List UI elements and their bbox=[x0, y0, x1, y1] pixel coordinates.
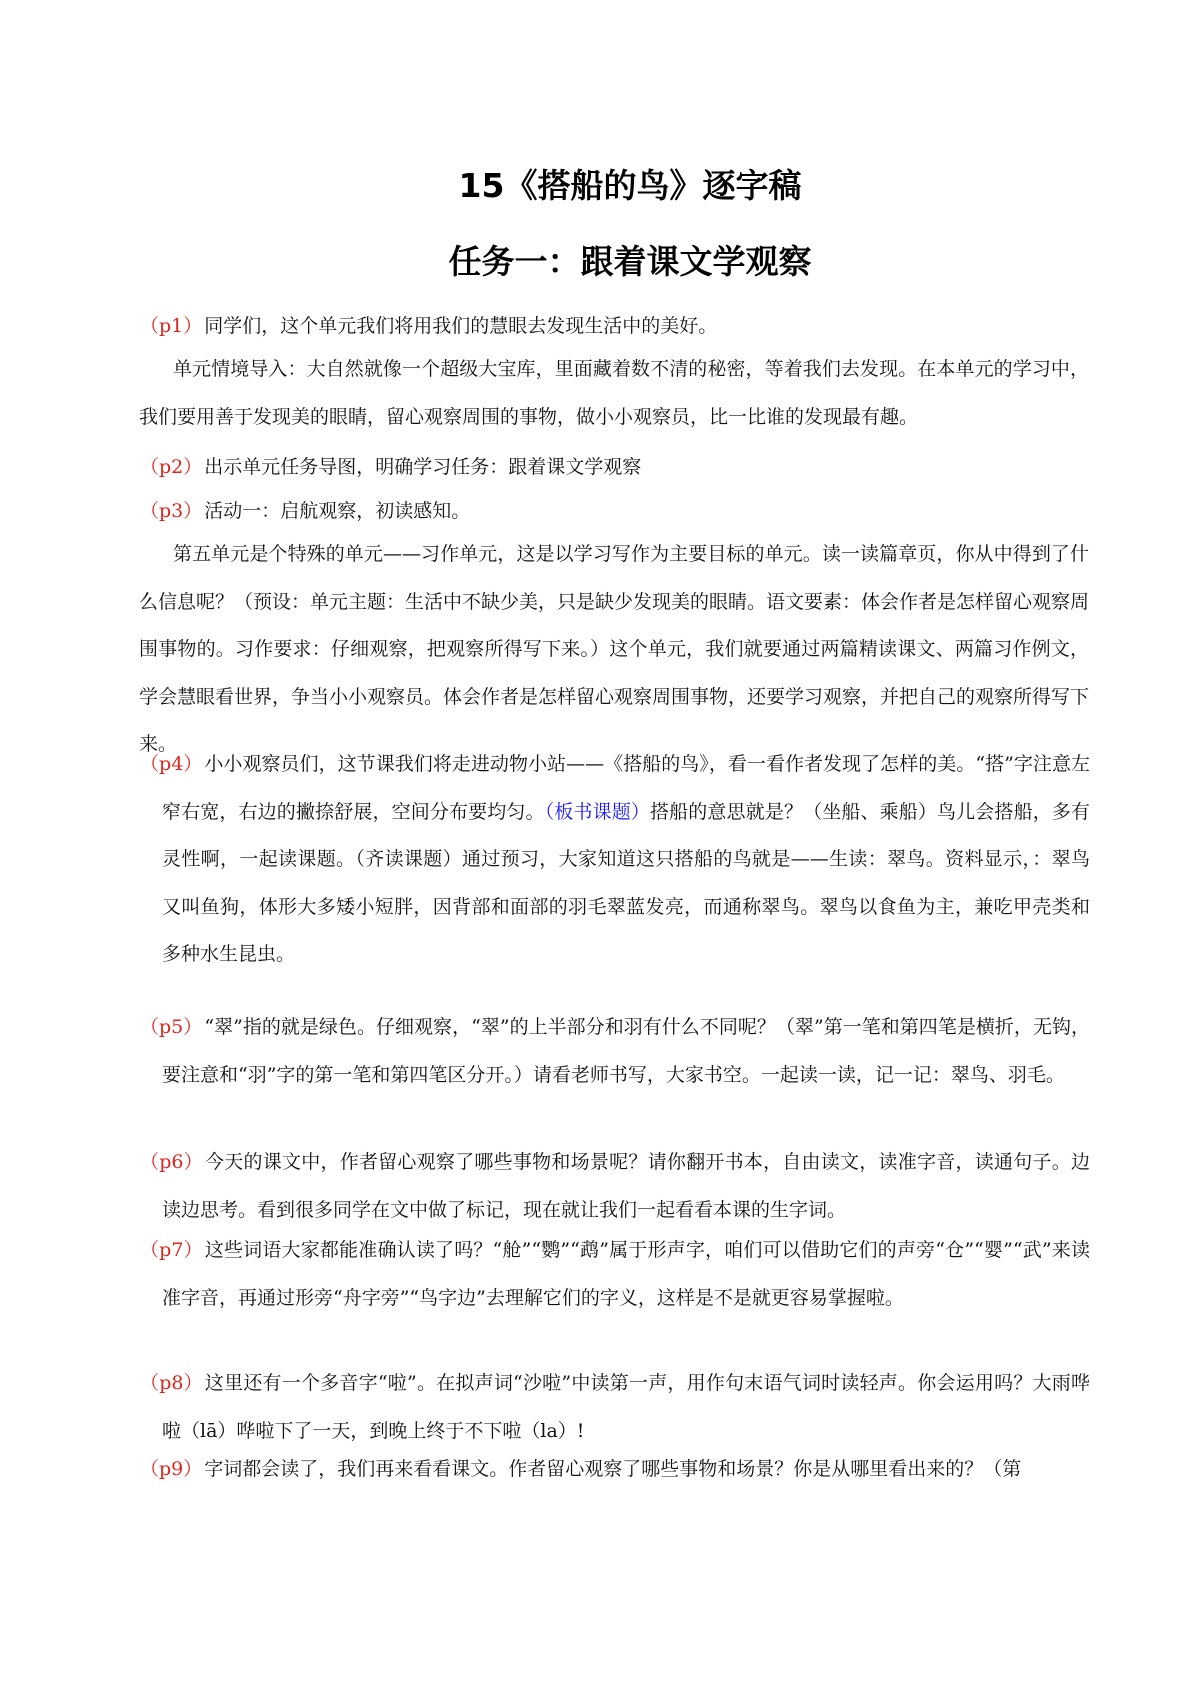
paragraph-text: 活动一：启航观察，初读感知。 bbox=[204, 500, 471, 522]
paragraph-p1 bbox=[140, 303, 1090, 351]
page-tag-p8: （p8） bbox=[140, 1372, 203, 1394]
paragraph-p3 bbox=[140, 488, 1090, 536]
paragraph-p8 bbox=[140, 1360, 1090, 1455]
paragraph-p4 bbox=[140, 741, 1090, 979]
paragraph-text: 第五单元是个特殊的单元——习作单元，这是以学习写作为主要目标的单元。读一读篇章页，你从中得到了什么信息呢？（预设：单元主题：生活中不缺少美，只是缺少发现美的眼睛。语文要素：体会作者是怎样留心观察周围事物的。习作要求：仔细观察，把观察所得写下来。）这个单元，我们就要通过两篇精读课文、两篇习作例文，学会慧眼看世界，争当小小观察员。体会作者是怎样留心观察周围事物，还要学习观察，并把自己的观察所得写下来。 bbox=[139, 543, 1090, 755]
paragraph-text: 小小观察员们，这节课我们将走进动物小站——《搭船的鸟》，看一看作者发现了怎样的美。“搭”字注意左窄右宽，右边的撇捺舒展，空间分布要均匀。 bbox=[162, 753, 1090, 823]
page-tag-p4: （p4） bbox=[140, 753, 203, 775]
paragraph-unit5 bbox=[139, 531, 1089, 769]
paragraph-text: 搭船的意思就是？（坐船、乘船）鸟儿会搭船，多有灵性啊，一起读课题。（齐读课题）通过预习，大家知道这只搭船的鸟就是——生读：翠鸟。资料显示，：翠鸟又叫鱼狗，体形大多矮小短胖，因背部和面部的羽毛翠蓝发亮，而通称翠鸟。翠鸟以食鱼为主，兼吃甲壳类和多种水生昆虫。 bbox=[162, 800, 1090, 965]
page-tag-p7: （p7） bbox=[140, 1239, 203, 1261]
paragraph-unit-intro bbox=[139, 346, 1089, 441]
page-tag-p1: （p1） bbox=[140, 315, 203, 337]
paragraph-p9 bbox=[140, 1446, 1090, 1494]
paragraph-p5 bbox=[140, 1004, 1090, 1099]
paragraph-text: “翠”指的就是绿色。仔细观察，“翠”的上半部分和羽有什么不同呢？（翠”第一笔和第四笔是横折，无钩，要注意和“羽”字的第一笔和第四笔区分开。）请看老师书写，大家书空。一起读一读，记一记：翠鸟、羽毛。 bbox=[162, 1016, 1090, 1086]
page-tag-p9: （p9） bbox=[140, 1458, 203, 1480]
task-heading: 任务一：跟着课文学观察 bbox=[448, 242, 812, 281]
document-title: 15《搭船的鸟》逐字稿 bbox=[458, 166, 802, 205]
page-tag-p2: （p2） bbox=[140, 456, 203, 478]
paragraph-text: 今天的课文中，作者留心观察了哪些事物和场景呢？请你翻开书本，自由读文，读准字音，读通句子。边读边思考。看到很多同学在文中做了标记，现在就让我们一起看看本课的生字词。 bbox=[162, 1151, 1090, 1221]
paragraph-p7 bbox=[140, 1227, 1090, 1322]
page-tag-p5: （p5） bbox=[140, 1016, 203, 1038]
paragraph-text: 单元情境导入：大自然就像一个超级大宝库，里面藏着数不清的秘密，等着我们去发现。在本单元的学习中，我们要用善于发现美的眼睛，留心观察周围的事物，做小小观察员，比一比谁的发现最有趣。 bbox=[139, 358, 1089, 428]
paragraph-p6 bbox=[140, 1139, 1090, 1234]
paragraph-text: 这些词语大家都能准确认读了吗？“舱”“鹦”“鹉”属于形声字，咱们可以借助它们的声旁“仓”“婴”“武”来读准字音，再通过形旁“舟字旁”“鸟字边”去理解它们的字义，这样是不是就更容易掌握啦。 bbox=[162, 1239, 1090, 1309]
blackboard-note: （板书课题） bbox=[544, 800, 651, 823]
paragraph-text: 这里还有一个多音字“啦”。在拟声词“沙啦”中读第一声，用作句末语气词时读轻声。你会运用吗？大雨哗啦（lā）哗啦下了一天，到晚上终于不下啦（la）! bbox=[162, 1372, 1090, 1442]
page-tag-p6: （p6） bbox=[140, 1151, 203, 1173]
paragraph-text: 同学们，这个单元我们将用我们的慧眼去发现生活中的美好。 bbox=[204, 315, 718, 337]
paragraph-text: 出示单元任务导图，明确学习任务：跟着课文学观察 bbox=[204, 456, 642, 478]
paragraph-p2 bbox=[140, 444, 1090, 492]
page-tag-p3: （p3） bbox=[140, 500, 203, 522]
paragraph-text: 字词都会读了，我们再来看看课文。作者留心观察了哪些事物和场景？你是从哪里看出来的？（第 bbox=[204, 1458, 1022, 1480]
